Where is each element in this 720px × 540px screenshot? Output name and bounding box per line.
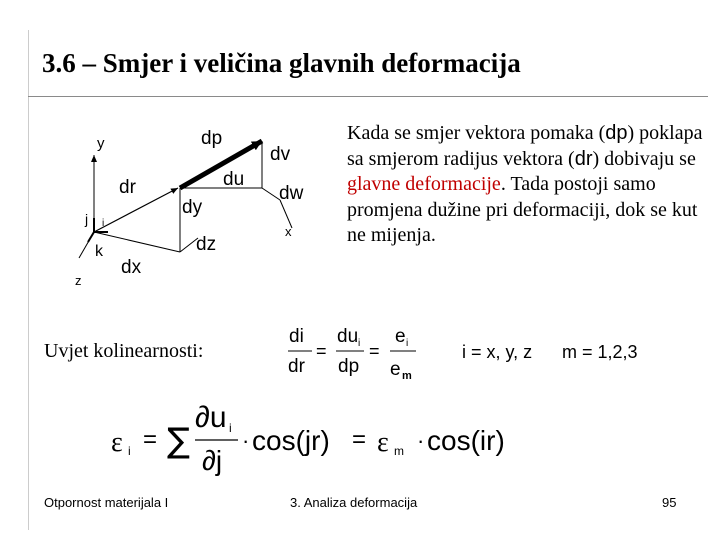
dw-label: dw: [279, 183, 304, 204]
partial-u-sub: i: [229, 421, 232, 435]
partial-j: ∂j: [202, 445, 223, 476]
principal-strain-formula: [111, 401, 505, 476]
formula2-eq-1: =: [143, 426, 158, 453]
formula-eq-2: =: [369, 341, 380, 361]
dot-1: ·: [242, 428, 250, 453]
i-label: i: [102, 218, 105, 229]
dr-label: dr: [119, 177, 136, 198]
cos-jr: cos(jr): [252, 425, 330, 456]
footer-chapter: 3. Analiza deformacija: [290, 495, 418, 510]
collinearity-formula: [288, 326, 638, 382]
y-axis-label: y: [97, 135, 105, 152]
k-unit-vector: [88, 232, 94, 242]
epsilon-i: ε: [111, 427, 123, 458]
dx-component: [94, 232, 180, 252]
explanation-text: [347, 121, 707, 249]
epsilon-m: ε: [377, 427, 389, 458]
text-part-1: Kada se smjer vektora pomaka (: [347, 122, 606, 144]
du-label: du: [223, 169, 245, 190]
formula-dr: dr: [288, 356, 305, 377]
dot-2: ·: [417, 428, 425, 453]
dw-component: [262, 188, 280, 200]
k-label: k: [95, 243, 103, 260]
text-dr-symbol: dr: [574, 147, 593, 170]
dy-label: dy: [182, 197, 203, 218]
dx-label: dx: [121, 257, 142, 278]
dr-vector: [94, 188, 178, 232]
index-range-i: i = x, y, z: [462, 342, 533, 362]
text-part-4: . Tada postoji samo promjena dužine pri deformaciji, dok se kut ne mijenja.: [347, 173, 698, 246]
footer-course-name: Otpornost materijala I: [44, 495, 169, 510]
collinearity-label: Uvjet kolinearnosti:: [44, 340, 204, 362]
epsilon-m-sub: m: [394, 444, 404, 458]
x-axis-label: x: [285, 224, 292, 239]
formula2-eq-2: =: [352, 426, 367, 453]
formula-eq-1: =: [316, 341, 327, 361]
text-highlight-principal-strains: glavne deformacije: [347, 173, 501, 195]
formula-em-sub: m: [402, 370, 412, 382]
dv-label: dv: [270, 144, 291, 165]
text-part-2: ) poklapa sa smjerom radijus vektora (: [347, 122, 703, 170]
cos-ir: cos(ir): [427, 425, 505, 456]
formula-du: du: [337, 326, 359, 347]
index-range-m: m = 1,2,3: [562, 342, 638, 362]
formula-e: e: [395, 326, 406, 347]
formula-e-sub: i: [406, 338, 409, 349]
partial-u: ∂u: [195, 401, 227, 434]
dp-label: dp: [201, 128, 223, 149]
formula-du-sub: i: [358, 338, 361, 349]
formula-em: e: [390, 359, 401, 380]
slide-title: 3.6 – Smjer i veličina glavnih deformacija: [42, 48, 521, 78]
j-label: j: [85, 211, 89, 227]
footer-page-number: 95: [662, 495, 677, 510]
formula-dp: dp: [338, 356, 360, 377]
z-axis-label: z: [75, 273, 82, 288]
dz-label: dz: [196, 234, 217, 255]
formula-di: di: [289, 326, 304, 347]
text-dp-symbol: dp: [605, 122, 628, 144]
epsilon-i-sub: i: [128, 444, 131, 458]
text-part-3: ) dobivaju se: [592, 147, 696, 170]
sum-sign: ∑: [167, 421, 190, 461]
